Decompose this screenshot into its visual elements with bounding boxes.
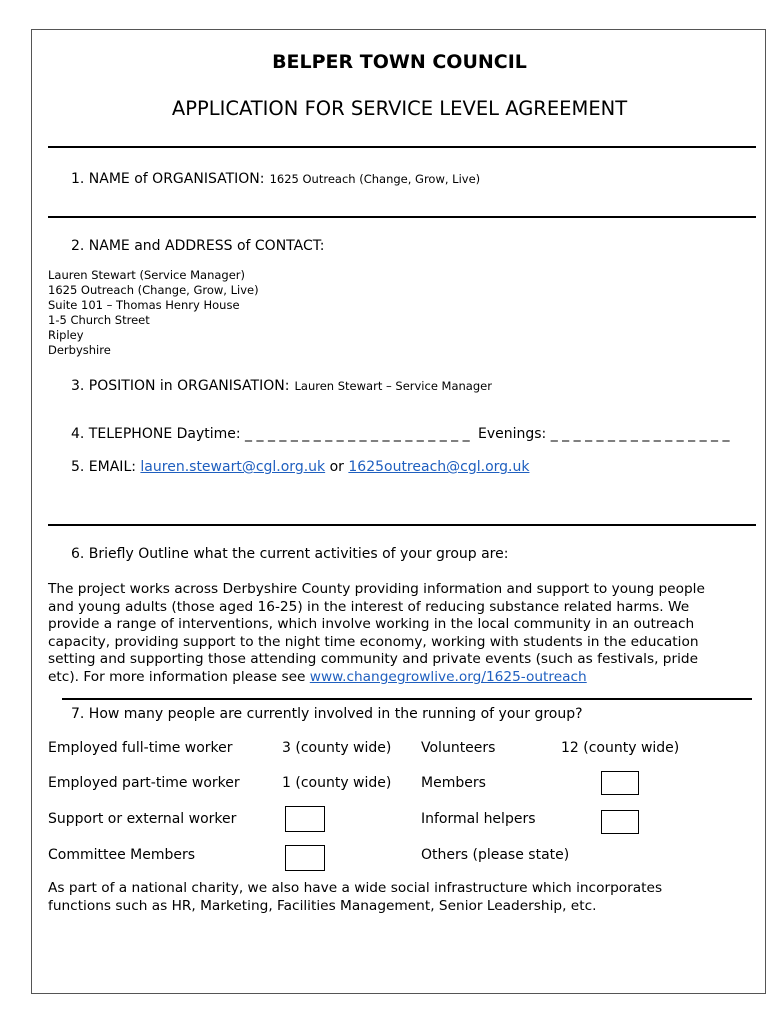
question-5 bbox=[71, 459, 529, 475]
question-6-label: 6. Briefly Outline what the current activities of your group are: bbox=[71, 546, 509, 562]
address-line: 1625 Outreach (Change, Grow, Live) bbox=[48, 283, 259, 297]
answer-line-last bbox=[48, 669, 738, 687]
address-line: Derbyshire bbox=[48, 343, 111, 357]
activities-answer bbox=[48, 581, 738, 687]
position-value: Lauren Stewart – Service Manager bbox=[294, 379, 492, 393]
question-3-label: 3. POSITION in ORGANISATION: bbox=[71, 378, 290, 394]
address-line: Suite 101 – Thomas Henry House bbox=[48, 298, 240, 312]
answer-line: setting and supporting those attending community and private events (such as festivals, pride bbox=[48, 651, 699, 668]
email-link-secondary[interactable]: 1625outreach@cgl.org.uk bbox=[348, 459, 530, 475]
question-1 bbox=[71, 168, 480, 187]
committee-members-label: Committee Members bbox=[48, 847, 196, 863]
answer-line: The project works across Derbyshire County providing information and support to young people bbox=[48, 581, 705, 597]
question-3 bbox=[71, 375, 492, 394]
question-1-label: 1. NAME of ORGANISATION: bbox=[71, 171, 265, 187]
volunteers-value: 12 (county wide) bbox=[561, 740, 680, 756]
divider-rule bbox=[48, 216, 756, 218]
members-label: Members bbox=[421, 775, 486, 791]
full-time-value: 3 (county wide) bbox=[282, 740, 392, 756]
change-grow-live-link[interactable]: www.changegrowlive.org/1625-outreach bbox=[309, 668, 587, 685]
divider-rule bbox=[48, 524, 756, 526]
note-line: functions such as HR, Marketing, Facilities Management, Senior Leadership, etc. bbox=[48, 897, 597, 914]
informal-helpers-input-box[interactable] bbox=[601, 810, 639, 834]
email-or-text: or bbox=[329, 459, 344, 475]
infrastructure-note bbox=[48, 880, 738, 915]
form-title: APPLICATION FOR SERVICE LEVEL AGREEMENT bbox=[171, 97, 628, 120]
address-line: Lauren Stewart (Service Manager) bbox=[48, 268, 246, 282]
address-line: 1-5 Church Street bbox=[48, 313, 150, 327]
telephone-evenings-field[interactable]: Evenings: _ _ _ _ _ _ _ _ _ _ _ _ _ _ _ _ bbox=[478, 426, 730, 442]
address-line: Ripley bbox=[48, 328, 84, 342]
part-time-value: 1 (county wide) bbox=[282, 775, 392, 791]
council-name: BELPER TOWN COUNCIL bbox=[272, 51, 527, 73]
email-link-primary[interactable]: lauren.stewart@cgl.org.uk bbox=[140, 459, 326, 475]
organisation-name-value: 1625 Outreach (Change, Grow, Live) bbox=[269, 172, 481, 186]
part-time-label: Employed part-time worker bbox=[48, 775, 240, 791]
informal-helpers-label: Informal helpers bbox=[421, 811, 536, 827]
answer-line: capacity, providing support to the night time economy, working with students in the education bbox=[48, 633, 699, 650]
support-worker-label: Support or external worker bbox=[48, 811, 237, 827]
contact-address bbox=[48, 268, 259, 358]
others-label: Others (please state) bbox=[421, 847, 570, 863]
application-form-page bbox=[31, 29, 766, 994]
members-input-box[interactable] bbox=[601, 771, 639, 795]
question-2-label: 2. NAME and ADDRESS of CONTACT: bbox=[71, 238, 325, 254]
full-time-label: Employed full-time worker bbox=[48, 740, 233, 756]
question-7-label: 7. How many people are currently involved in the running of your group? bbox=[71, 706, 583, 722]
volunteers-label: Volunteers bbox=[421, 740, 496, 756]
answer-line-prefix: etc). For more information please see bbox=[48, 668, 306, 685]
answer-line: provide a range of interventions, which involve working in the local community in an outreach bbox=[48, 616, 695, 633]
question-5-label: 5. EMAIL: bbox=[71, 459, 136, 475]
note-line: As part of a national charity, we also have a wide social infrastructure which incorporates bbox=[48, 880, 663, 896]
divider-rule bbox=[62, 698, 752, 700]
telephone-daytime-field[interactable]: 4. TELEPHONE Daytime: _ _ _ _ _ _ _ _ _ _ _ _ _ _ _ _ _ _ _ _ bbox=[71, 426, 470, 442]
support-worker-input-box[interactable] bbox=[285, 806, 325, 832]
divider-rule bbox=[48, 146, 756, 148]
committee-members-input-box[interactable] bbox=[285, 845, 325, 871]
answer-line: and young adults (those aged 16-25) in the interest of reducing substance related harms. We bbox=[48, 598, 690, 615]
